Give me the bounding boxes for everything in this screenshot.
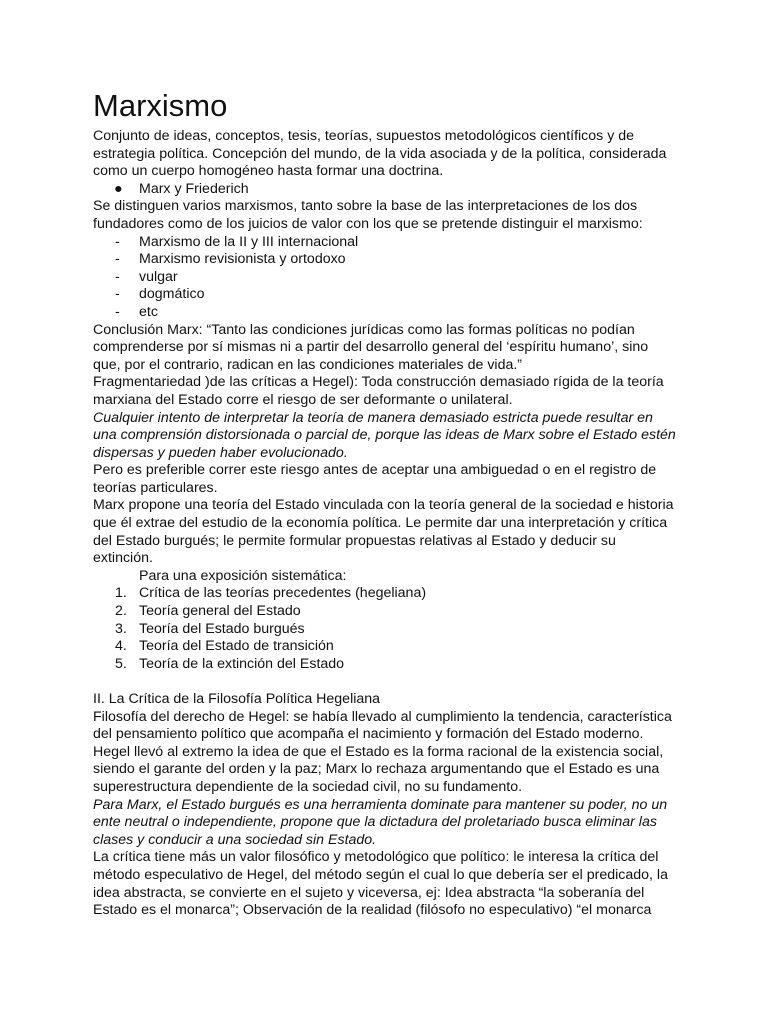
list-number: 2. <box>115 603 127 620</box>
blank-line <box>93 673 678 691</box>
bullet-icon: ● <box>114 180 123 197</box>
italic-marx-paragraph: Para Marx, el Estado burgués es una herramienta dominate para mantener su poder, no un ente neutral o independiente, propone que la dictadura del proletariado busca eliminar las clases y conducir a una sociedad sin Estado. <box>93 796 668 848</box>
italic-note-paragraph: Cualquier intento de interpretar la teoría de manera demasiado estricta puede resultar en una comprensión distorsionada o parcial de, porque las ideas de Marx sobre el Estado estén dispersas y pueden haber evolucionado. <box>93 409 676 461</box>
numbered-list-item <box>93 621 678 639</box>
bullet-item-text: Marx y Friederich <box>139 180 249 197</box>
document-title: Marxismo <box>93 88 228 123</box>
dash-item-text: etc <box>139 303 158 320</box>
proposal-paragraph: Marx propone una teoría del Estado vinculada con la teoría general de la sociedad e historia que él extrae del estudio de la economía política. Le permite dar una interpretación y crítica del Estado burgués; le permite formular propuestas relativas al Estado y deducir su extinción. <box>93 497 674 567</box>
dash-marker: - <box>115 233 120 250</box>
numbered-list-item <box>93 656 678 674</box>
document-page <box>93 86 678 920</box>
list-number: 3. <box>115 620 127 637</box>
dash-item-text: dogmático <box>139 286 205 303</box>
numbered-item-text: Teoría general del Estado <box>139 603 301 620</box>
list-number: 1. <box>115 585 127 602</box>
dash-list-item <box>93 286 678 304</box>
numbered-item-text: Teoría del Estado de transición <box>139 638 334 655</box>
exposition-intro: Para una exposición sistemática: <box>139 567 347 584</box>
dash-list <box>93 234 678 322</box>
intro-paragraph: Conjunto de ideas, conceptos, tesis, teorías, supuestos metodológicos científicos y de estrategia política. Concepción del mundo, de la vida asociada y de la política, considerada como un cuerpo homogéneo hasta formar una doctrina. <box>93 128 667 180</box>
numbered-item-text: Crítica de las teorías precedentes (hegeliana) <box>139 585 427 602</box>
section-heading: II. La Crítica de la Filosofía Política Hegeliana <box>93 691 381 707</box>
conclusion-paragraph: Conclusión Marx: “Tanto las condiciones jurídicas como las formas políticas no podían comprenderse por sí mismas ni a partir del desarrollo general del ‘espíritu humano’, sino que, por el contrario, radican en las condiciones materiales de vida.” <box>93 321 649 373</box>
fragmentariedad-paragraph: Fragmentariedad )de las críticas a Hegel): Toda construcción demasiado rígida de la teoría marxiana del Estado corre el riesgo de ser deformante o unilateral. <box>93 374 664 408</box>
dash-list-item <box>93 251 678 269</box>
dash-marker: - <box>115 268 120 285</box>
numbered-list <box>93 585 678 673</box>
numbered-list-item <box>93 638 678 656</box>
dash-marker: - <box>115 303 120 320</box>
list-number: 5. <box>115 655 127 672</box>
bullet-list <box>93 181 678 199</box>
dash-list-item <box>93 304 678 322</box>
dash-list-item <box>93 269 678 287</box>
list-number: 4. <box>115 638 127 655</box>
numbered-item-text: Teoría de la extinción del Estado <box>139 655 345 672</box>
dash-item-text: Marxismo de la II y III internacional <box>139 233 359 250</box>
dash-list-item <box>93 234 678 252</box>
dash-item-text: Marxismo revisionista y ortodoxo <box>139 251 346 268</box>
dash-item-text: vulgar <box>139 268 178 285</box>
dash-marker: - <box>115 286 120 303</box>
risk-paragraph: Pero es preferible correr este riesgo antes de aceptar una ambiguedad o en el registro de teorías particulares. <box>93 462 657 496</box>
dash-marker: - <box>115 251 120 268</box>
critique-paragraph: La crítica tiene más un valor filosófico y metodológico que político: le interesa la crítica del método especulativo de Hegel, del método según el cual lo que debería ser el predicado, la idea abstracta, se convierte en el sujeto y viceversa, ej: Idea abstracta “la soberanía del Estado es el monarca”; Observación de la realidad (filósofo no especulativo) “el monarca <box>93 849 668 919</box>
bullet-list-item <box>93 181 678 199</box>
numbered-list-item <box>93 603 678 621</box>
hegel-paragraph: Filosofía del derecho de Hegel: se había llevado al cumplimiento la tendencia, característica del pensamiento político que acompaña el nacimiento y formación del Estado moderno. Hegel llevó al extremo la idea de que el Estado es la forma racional de la existencia social, siendo el garante del orden y la paz; Marx lo rechaza argumentando que el Estado es una superestructura dependiente de la sociedad civil, no su fundamento. <box>93 708 672 795</box>
numbered-item-text: Teoría del Estado burgués <box>139 620 305 637</box>
marxisms-intro-paragraph: Se distinguen varios marxismos, tanto sobre la base de las interpretaciones de los dos fundadores como de los juicios de valor con los que se pretende distinguir el marxismo: <box>93 198 643 232</box>
numbered-list-item <box>93 585 678 603</box>
